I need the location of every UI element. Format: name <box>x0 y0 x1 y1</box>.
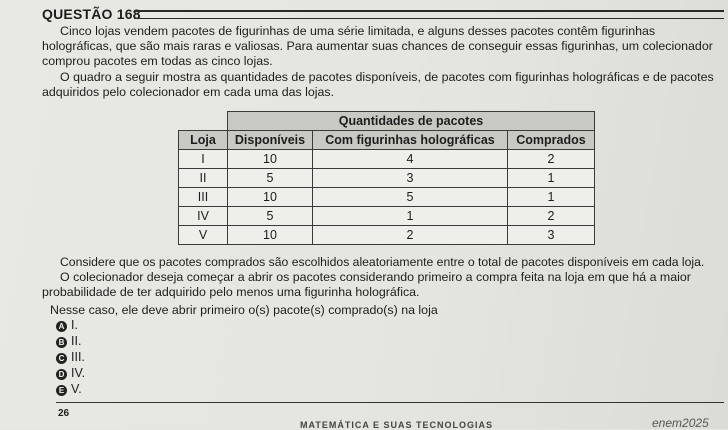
header-rule <box>134 10 724 19</box>
page-number: 26 <box>58 408 70 419</box>
question-paragraph-4: O colecionador deseja começar a abrir os pacotes considerando primeiro a compra feita na loja em que há a maior probabilidade de ter adquirido pelo menos uma figurinha holográfica. <box>42 270 691 299</box>
table-row <box>179 150 595 169</box>
table-cell: 3 <box>508 226 595 245</box>
column-header: Disponíveis <box>228 131 313 150</box>
table-cell: V <box>179 226 228 245</box>
table-cell: 2 <box>508 207 595 226</box>
table-cell: III <box>179 188 228 207</box>
option-b[interactable] <box>56 334 85 350</box>
table-cell: IV <box>179 207 228 226</box>
column-header: Com figurinhas holográficas <box>313 131 508 150</box>
table-cell: 1 <box>313 207 508 226</box>
column-header: Loja <box>179 131 228 150</box>
option-letter: E <box>56 385 67 396</box>
footer-section: MATEMÁTICA E SUAS TECNOLOGIAS <box>300 420 493 430</box>
table-cell: 1 <box>508 169 595 188</box>
question-paragraph-2: O quadro a seguir mostra as quantidades de pacotes disponíveis, de pacotes com figurinhas holográficas e de pacotes adquiridos pelo colecionador em cada uma das lojas. <box>42 70 714 99</box>
table-cell: I <box>179 150 228 169</box>
option-text: I. <box>71 318 78 333</box>
table-row <box>179 169 595 188</box>
footer-rule <box>56 402 724 403</box>
table-cell: 5 <box>228 169 313 188</box>
table-group-row <box>179 112 595 131</box>
table-row <box>179 207 595 226</box>
option-text: V. <box>71 382 82 397</box>
question-header: QUESTÃO 168 <box>42 6 141 22</box>
question-prompt: Nesse caso, ele deve abrir primeiro o(s) pacote(s) comprado(s) na loja <box>50 303 438 317</box>
table-row <box>179 188 595 207</box>
option-text: IV. <box>71 366 86 381</box>
option-d[interactable] <box>56 366 85 382</box>
table-cell: II <box>179 169 228 188</box>
group-header: Quantidades de pacotes <box>228 112 595 131</box>
table-cell: 2 <box>313 226 508 245</box>
table-cell: 10 <box>228 188 313 207</box>
option-letter: C <box>56 353 67 364</box>
table-cell: 5 <box>228 207 313 226</box>
question-paragraph-3: Considere que os pacotes comprados são escolhidos aleatoriamente entre o total de pacotes disponíveis em cada loja. <box>60 255 705 269</box>
table-cell: 5 <box>313 188 508 207</box>
table-cell: 10 <box>228 150 313 169</box>
packages-table <box>178 111 595 245</box>
option-letter: B <box>56 337 67 348</box>
option-letter: A <box>56 321 67 332</box>
option-e[interactable] <box>56 382 85 398</box>
option-text: II. <box>71 334 82 349</box>
table-row <box>179 226 595 245</box>
option-text: III. <box>71 350 85 365</box>
question-paragraph-1: Cinco lojas vendem pacotes de figurinhas de uma série limitada, e alguns desses pacotes contêm figurinhas holográficas, que são mais raras e valiosas. Para aumentar suas chances de conseguir essas figurinhas, um colecionador comprou pacotes em todas as cinco lojas. <box>42 24 713 68</box>
answer-options <box>56 318 85 398</box>
column-header: Comprados <box>508 131 595 150</box>
option-letter: D <box>56 369 67 380</box>
table-cell: 10 <box>228 226 313 245</box>
table-cell: 1 <box>508 188 595 207</box>
table-cell: 2 <box>508 150 595 169</box>
table-header-row <box>179 131 595 150</box>
option-a[interactable] <box>56 318 85 334</box>
table-cell: 3 <box>313 169 508 188</box>
table-cell: 4 <box>313 150 508 169</box>
enem-logo: enem2025 <box>652 416 709 430</box>
option-c[interactable] <box>56 350 85 366</box>
